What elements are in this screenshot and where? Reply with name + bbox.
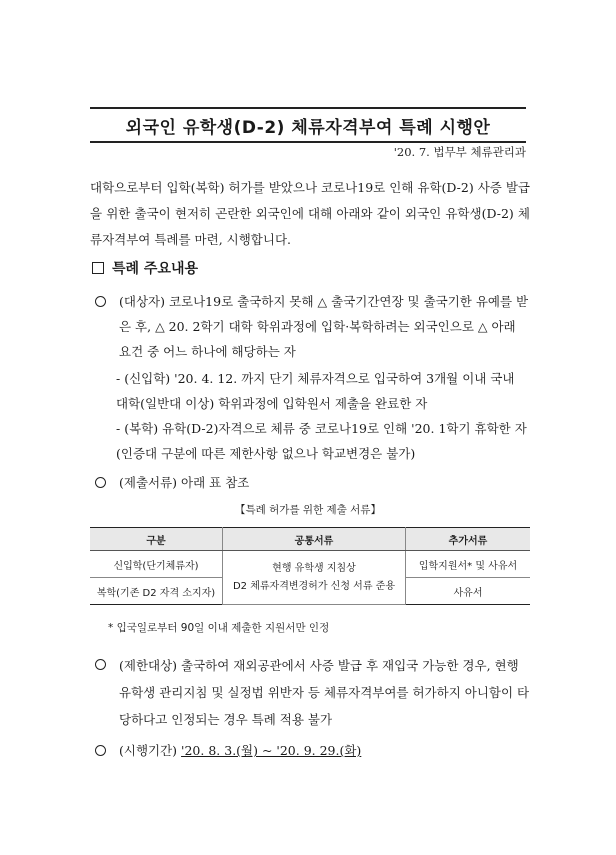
footnote: * 입국일로부터 90일 이내 제출한 지원서만 인정 [108, 622, 330, 634]
cell-extra: 사유서 [406, 578, 531, 605]
circle-bullet-icon [95, 477, 106, 488]
bullet-restriction [95, 652, 530, 733]
table-header-row [90, 528, 530, 551]
circle-bullet-icon [95, 745, 106, 756]
header-common: 공통서류 [223, 528, 406, 551]
cell-category: 신입학(단기체류자) [90, 551, 223, 578]
bullet-period-text [119, 738, 530, 763]
document-title: 외국인 유학생(D-2) 체류자격부여 특례 시행안 [90, 107, 526, 143]
intro-paragraph [90, 175, 530, 253]
bullet-target [95, 289, 530, 364]
bullet-restriction-text: (제한대상) 출국하여 재외공관에서 사증 발급 후 재입국 가능한 경우, 현행 유학생 관리지침 및 실정법 위반자 등 체류자격부여를 허가하지 아니함이 타당하다고 인정되는 경우 특례 적용 불가 [119, 658, 530, 727]
cell-common-docs [223, 551, 406, 605]
section-title: 특례 주요내용 [112, 261, 199, 277]
period-label: (시행기간) [119, 743, 178, 758]
bullet-docs-text: (제출서류) 아래 표 참조 [119, 475, 250, 490]
sub-new-text: - (신입학) '20. 4. 12. 까지 단기 체류자격으로 입국하여 3개월 이내 국내 대학(일반대 이상) 학위과정에 입학원서 제출을 완료한 자 [116, 371, 515, 411]
bullet-target-text: (대상자) 코로나19로 출국하지 못해 △ 출국기간연장 및 출국기한 유예를 받은 후, △ 20. 2학기 대학 학위과정에 입학·복학하려는 외국인으로 △ 아래 요건 중 어느 하나에 해당하는 자 [119, 294, 529, 359]
documents-table [90, 527, 530, 605]
common-docs-line-2: D2 체류자격변경허가 신청 서류 준용 [232, 580, 396, 592]
period-value: '20. 8. 3.(월) ~ '20. 9. 29.(화) [181, 743, 362, 758]
checkbox-square-icon [92, 262, 104, 274]
table-row [90, 551, 530, 578]
circle-bullet-icon [95, 296, 106, 307]
cell-extra: 입학지원서* 및 사유서 [406, 551, 531, 578]
intro-text: 대학으로부터 입학(복학) 허가를 받았으나 코로나19로 인해 유학(D-2) 사증 발급을 위한 출국이 현저히 곤란한 외국인에 대해 아래와 같이 외국인 유학생(D-2) 체류자격부여 특례를 마련, 시행합니다. [90, 180, 530, 247]
common-docs-line-1: 현행 유학생 지침상 [272, 562, 356, 574]
section-heading [92, 258, 198, 278]
sub-item-new-admission [116, 366, 530, 416]
cell-category: 복학(기존 D2 자격 소지자) [90, 578, 223, 605]
sub-return-text: - (복학) 유학(D-2)자격으로 체류 중 코로나19로 인해 '20. 1학기 휴학한 자(인증대 구분에 따른 제한사항 없으나 학교변경은 불가) [116, 421, 527, 461]
byline: '20. 7. 법무부 체류관리과 [393, 145, 526, 159]
table-caption: 【특례 허가를 위한 제출 서류】 [235, 504, 381, 516]
circle-bullet-icon [95, 659, 106, 670]
bullet-docs [95, 470, 530, 495]
header-category: 구분 [90, 528, 223, 551]
bullet-period [95, 738, 530, 763]
header-extra: 추가서류 [406, 528, 531, 551]
sub-item-return [116, 416, 530, 466]
